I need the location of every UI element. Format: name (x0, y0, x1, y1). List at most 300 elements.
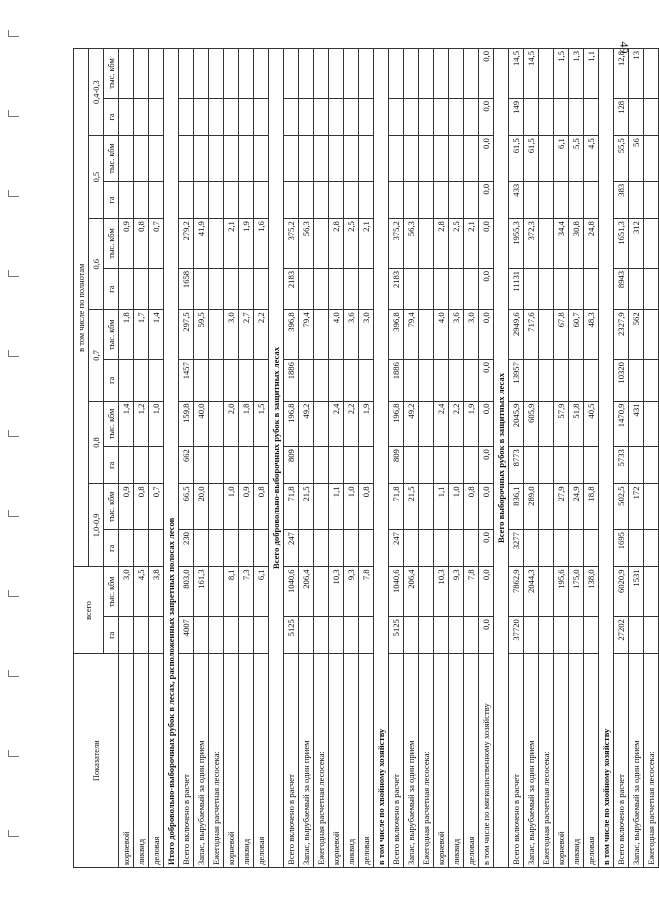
row-label: Ежегодная расчетная лесосека: (419, 654, 434, 868)
table-cell (539, 401, 554, 447)
table-cell (329, 268, 344, 309)
table-cell (254, 447, 269, 484)
table-cell (554, 617, 569, 654)
table-cell (419, 360, 434, 401)
table-cell: 0,8 (134, 484, 149, 530)
unit-kbm-header: тыс. кбм (104, 310, 119, 360)
table-cell: 1886 (284, 360, 299, 401)
rotated-page (73, 48, 656, 868)
table-cell (119, 181, 134, 218)
row-label: Итого добровольно-выборочных рубок в лесах, расположенных запретных полосах лесов (164, 49, 179, 868)
unit-kbm-header: тыс. кбм (104, 49, 119, 99)
table-cell: 2,1 (359, 219, 374, 269)
row-label: корневой (329, 654, 344, 868)
table-row (299, 49, 314, 868)
table-cell (644, 401, 659, 447)
row-label: корневой (224, 654, 239, 868)
unit-ha-header: га (104, 360, 119, 401)
row-label: корневой (554, 654, 569, 868)
table-cell (239, 617, 254, 654)
table-cell: 49,2 (299, 401, 314, 447)
table-cell (419, 98, 434, 135)
binder-mark (8, 830, 19, 837)
table-cell (224, 181, 239, 218)
table-cell (434, 360, 449, 401)
table-cell (254, 268, 269, 309)
table-cell (584, 617, 599, 654)
table-cell: 71,8 (284, 484, 299, 530)
table-cell: 56,3 (404, 219, 419, 269)
table-cell (644, 447, 659, 484)
table-cell: 159,8 (179, 401, 194, 447)
table-cell (209, 49, 224, 99)
table-cell (344, 136, 359, 182)
table-cell (569, 268, 584, 309)
table-cell: 0,9 (119, 219, 134, 269)
table-cell (239, 268, 254, 309)
table-cell (539, 310, 554, 360)
table-cell: 0,8 (359, 484, 374, 530)
table-cell (554, 447, 569, 484)
table-cell (209, 219, 224, 269)
table-cell: 5,5 (569, 136, 584, 182)
table-cell: 206,4 (299, 567, 314, 617)
table-cell (554, 268, 569, 309)
row-label: Запас, вырубаемый за один прием (194, 654, 209, 868)
unit-kbm-header: тыс. кбм (104, 136, 119, 182)
table-row (434, 49, 449, 868)
table-cell (209, 360, 224, 401)
table-cell: 37720 (509, 617, 524, 654)
section-heading: Всего добровольно-выборочных рубок в защитных лесах (269, 49, 284, 868)
table-cell: 809 (389, 447, 404, 484)
table-cell (299, 181, 314, 218)
table-row (194, 49, 209, 868)
table-cell (569, 360, 584, 401)
table-cell: 247 (389, 530, 404, 567)
table-cell: 1,6 (254, 219, 269, 269)
table-cell (194, 530, 209, 567)
table-cell: 196,8 (389, 401, 404, 447)
table-cell: 79,4 (404, 310, 419, 360)
table-cell (314, 310, 329, 360)
table-cell (254, 530, 269, 567)
table-cell: 5125 (284, 617, 299, 654)
table-cell (254, 98, 269, 135)
table-cell (134, 136, 149, 182)
table-cell: 2183 (284, 268, 299, 309)
table-cell (224, 360, 239, 401)
table-cell: 0,0 (479, 219, 494, 269)
table-cell (389, 98, 404, 135)
row-label: Всего включено в расчет (179, 654, 194, 868)
section-heading: Всего выборочных рубок в защитных лесах (494, 49, 509, 868)
table-cell (464, 268, 479, 309)
table-cell: 0,8 (464, 484, 479, 530)
table-cell (404, 360, 419, 401)
table-cell (134, 181, 149, 218)
table-cell: 1,4 (149, 310, 164, 360)
table-cell (134, 447, 149, 484)
table-cell: 8943 (614, 268, 629, 309)
density-group-header: 0,8 (89, 401, 104, 484)
table-row (374, 49, 389, 868)
table-cell: 59,5 (194, 310, 209, 360)
table-cell: 3,0 (464, 310, 479, 360)
table-cell (209, 136, 224, 182)
table-row (449, 49, 464, 868)
table-cell (584, 181, 599, 218)
table-cell: 1,0 (149, 401, 164, 447)
table-cell (284, 98, 299, 135)
table-cell (344, 530, 359, 567)
table-cell (239, 360, 254, 401)
table-cell: 51,8 (569, 401, 584, 447)
table-cell (359, 98, 374, 135)
table-cell: 8,1 (224, 567, 239, 617)
binder-mark (8, 670, 19, 677)
table-cell: 0,8 (254, 484, 269, 530)
table-cell: 279,2 (179, 219, 194, 269)
table-cell (449, 268, 464, 309)
table-cell (239, 136, 254, 182)
table-cell: 10,3 (434, 567, 449, 617)
table-cell: 396,8 (284, 310, 299, 360)
row-label: в том числе по хвойному хозяйству (599, 49, 614, 868)
table-cell: 1,5 (554, 49, 569, 99)
row-label: деловая (149, 654, 164, 868)
table-cell: 9,3 (344, 567, 359, 617)
row-label: корневой (119, 654, 134, 868)
table-cell: 2,5 (344, 219, 359, 269)
table-cell: 7,8 (359, 567, 374, 617)
table-cell (209, 310, 224, 360)
table-cell (344, 447, 359, 484)
table-cell (584, 447, 599, 484)
table-cell: 24,9 (569, 484, 584, 530)
table-cell (344, 181, 359, 218)
table-cell (314, 219, 329, 269)
table-cell (524, 530, 539, 567)
table-row (239, 49, 254, 868)
table-cell (419, 617, 434, 654)
table-cell (209, 484, 224, 530)
page-number: 49 (617, 41, 632, 54)
table-cell (434, 49, 449, 99)
table-cell: 10,3 (329, 567, 344, 617)
table-cell (224, 530, 239, 567)
table-cell (329, 49, 344, 99)
table-row (119, 49, 134, 868)
table-cell (539, 181, 554, 218)
table-cell (404, 268, 419, 309)
table-cell: 4007 (179, 617, 194, 654)
table-cell (434, 98, 449, 135)
table-cell: 502,5 (614, 484, 629, 530)
table-cell (149, 181, 164, 218)
table-cell: 3,8 (149, 567, 164, 617)
table-row (569, 49, 584, 868)
table-cell (284, 136, 299, 182)
density-group-header: 0,4-0,3 (89, 49, 104, 136)
table-cell: 3,0 (119, 567, 134, 617)
table-cell (539, 268, 554, 309)
row-label: ликвид (449, 654, 464, 868)
table-cell: 138,0 (584, 567, 599, 617)
unit-ha-header: га (104, 447, 119, 484)
table-cell (644, 219, 659, 269)
table-cell (254, 49, 269, 99)
table-cell (239, 49, 254, 99)
table-cell: 20,0 (194, 484, 209, 530)
table-cell: 5125 (389, 617, 404, 654)
binder-mark (8, 590, 19, 597)
unit-ha-header: га (104, 268, 119, 309)
table-cell (194, 98, 209, 135)
binder-mark (8, 510, 19, 517)
table-cell (119, 268, 134, 309)
table-cell (434, 530, 449, 567)
table-cell (179, 181, 194, 218)
table-cell: 1470,9 (614, 401, 629, 447)
table-cell: 195,6 (554, 567, 569, 617)
table-cell (314, 268, 329, 309)
table-cell (299, 49, 314, 99)
table-cell: 56,3 (299, 219, 314, 269)
table-cell: 71,8 (389, 484, 404, 530)
table-cell: 12,8 (614, 49, 629, 99)
table-cell: 57,9 (554, 401, 569, 447)
table-cell (539, 617, 554, 654)
table-cell: 0,0 (479, 310, 494, 360)
table-cell (149, 360, 164, 401)
table-cell: 10320 (614, 360, 629, 401)
table-cell (209, 447, 224, 484)
table-cell (539, 360, 554, 401)
table-cell: 431 (629, 401, 644, 447)
table-cell: 396,8 (389, 310, 404, 360)
row-label: Ежегодная расчетная лесосека: (209, 654, 224, 868)
table-cell (359, 268, 374, 309)
binder-mark (8, 430, 19, 437)
table-cell: 717,6 (524, 310, 539, 360)
table-cell (404, 49, 419, 99)
table-cell (404, 530, 419, 567)
table-cell: 1886 (389, 360, 404, 401)
table-cell (224, 268, 239, 309)
table-cell (149, 530, 164, 567)
table-cell: 1457 (179, 360, 194, 401)
table-cell (224, 447, 239, 484)
table-frame (73, 48, 656, 868)
table-cell: 1,9 (239, 219, 254, 269)
table-cell (314, 49, 329, 99)
table-cell (299, 136, 314, 182)
table-cell: 2,2 (449, 401, 464, 447)
table-cell: 172 (629, 484, 644, 530)
table-cell (644, 567, 659, 617)
table-cell (314, 447, 329, 484)
table-row (614, 49, 629, 868)
density-group-header: 1,0-0,9 (89, 484, 104, 567)
table-cell: 383 (614, 181, 629, 218)
table-cell (539, 219, 554, 269)
table-row (344, 49, 359, 868)
table-cell (419, 268, 434, 309)
table-cell (644, 136, 659, 182)
table-row (254, 49, 269, 868)
table-cell: 0,0 (479, 360, 494, 401)
row-label: деловая (254, 654, 269, 868)
table-cell (404, 617, 419, 654)
table-cell: 312 (629, 219, 644, 269)
table-row (359, 49, 374, 868)
table-row (134, 49, 149, 868)
table-cell: 7,3 (239, 567, 254, 617)
table-cell: 27,9 (554, 484, 569, 530)
table-row (524, 49, 539, 868)
table-cell: 128 (614, 98, 629, 135)
table-cell (209, 401, 224, 447)
table-cell: 1,0 (449, 484, 464, 530)
table-cell: 2044,3 (524, 567, 539, 617)
table-cell (119, 617, 134, 654)
table-cell: 2183 (389, 268, 404, 309)
table-cell (239, 447, 254, 484)
table-cell (179, 98, 194, 135)
table-cell: 40,5 (584, 401, 599, 447)
table-cell: 2327,9 (614, 310, 629, 360)
table-cell (194, 49, 209, 99)
table-cell: 41,9 (194, 219, 209, 269)
table-row (629, 49, 644, 868)
table-cell (644, 268, 659, 309)
table-cell (359, 181, 374, 218)
table-cell (554, 98, 569, 135)
table-cell (299, 360, 314, 401)
table-cell (569, 98, 584, 135)
table-cell (299, 530, 314, 567)
table-cell: 1,9 (464, 401, 479, 447)
table-cell: 14,5 (524, 49, 539, 99)
table-cell (554, 530, 569, 567)
table-cell (224, 617, 239, 654)
table-cell: 56 (629, 136, 644, 182)
unit-ha-header: га (104, 98, 119, 135)
table-cell: 4,0 (329, 310, 344, 360)
binder-edge (0, 0, 40, 905)
table-cell (149, 98, 164, 135)
table-cell (389, 181, 404, 218)
table-cell: 48,3 (584, 310, 599, 360)
table-cell (434, 136, 449, 182)
table-cell (314, 567, 329, 617)
table-cell (209, 268, 224, 309)
table-cell: 1,9 (359, 401, 374, 447)
table-cell: 61,5 (509, 136, 524, 182)
unit-ha-header: га (104, 617, 119, 654)
table-cell: 2949,6 (509, 310, 524, 360)
table-cell (464, 447, 479, 484)
table-cell (629, 617, 644, 654)
table-cell: 0,0 (479, 447, 494, 484)
table-cell (134, 530, 149, 567)
table-row (209, 49, 224, 868)
table-cell: 1955,3 (509, 219, 524, 269)
row-label: Запас, вырубаемый за один прием (299, 654, 314, 868)
table-row (179, 49, 194, 868)
table-row (599, 49, 614, 868)
table-cell (434, 268, 449, 309)
table-row (404, 49, 419, 868)
table-cell (119, 136, 134, 182)
table-cell: 21,5 (404, 484, 419, 530)
table-cell: 1,3 (569, 49, 584, 99)
table-cell: 7862,9 (509, 567, 524, 617)
table-cell (359, 447, 374, 484)
by-density-header: в том числе по полнотам (74, 49, 89, 567)
row-label: Ежегодная расчетная лесосека: (644, 654, 659, 868)
table-cell: 79,4 (299, 310, 314, 360)
table-cell: 372,3 (524, 219, 539, 269)
table-cell (209, 617, 224, 654)
table-cell (314, 360, 329, 401)
table-cell: 562 (629, 310, 644, 360)
table-row (269, 49, 284, 868)
table-cell (179, 49, 194, 99)
table-cell (464, 98, 479, 135)
table-cell: 13957 (509, 360, 524, 401)
table-cell: 1,1 (584, 49, 599, 99)
table-cell (464, 617, 479, 654)
table-cell: 2,0 (224, 401, 239, 447)
table-cell (434, 447, 449, 484)
table-cell: 0,7 (149, 484, 164, 530)
table-cell: 1,7 (134, 310, 149, 360)
row-label: Запас, вырубаемый за один прием (404, 654, 419, 868)
table-cell (329, 447, 344, 484)
table-cell (524, 360, 539, 401)
table-cell (539, 567, 554, 617)
table-cell (314, 401, 329, 447)
table-cell: 60,7 (569, 310, 584, 360)
binder-mark (8, 30, 19, 37)
table-cell (644, 98, 659, 135)
table-cell (644, 617, 659, 654)
table-cell (584, 530, 599, 567)
table-cell (569, 447, 584, 484)
table-cell: 0,0 (479, 567, 494, 617)
table-cell (344, 617, 359, 654)
table-cell: 13 (629, 49, 644, 99)
unit-ha-header: га (104, 530, 119, 567)
table-cell: 2,4 (434, 401, 449, 447)
row-label: в том числе по хвойному хозяйству (374, 49, 389, 868)
table-row (479, 49, 494, 868)
table-cell (629, 530, 644, 567)
table-cell (404, 136, 419, 182)
table-cell (209, 530, 224, 567)
unit-kbm-header: тыс. кбм (104, 219, 119, 269)
row-label: Ежегодная расчетная лесосека: (539, 654, 554, 868)
table-cell (119, 360, 134, 401)
table-row (389, 49, 404, 868)
table-cell (224, 136, 239, 182)
table-cell (329, 530, 344, 567)
table-row (509, 49, 524, 868)
table-cell (419, 530, 434, 567)
table-cell (629, 181, 644, 218)
